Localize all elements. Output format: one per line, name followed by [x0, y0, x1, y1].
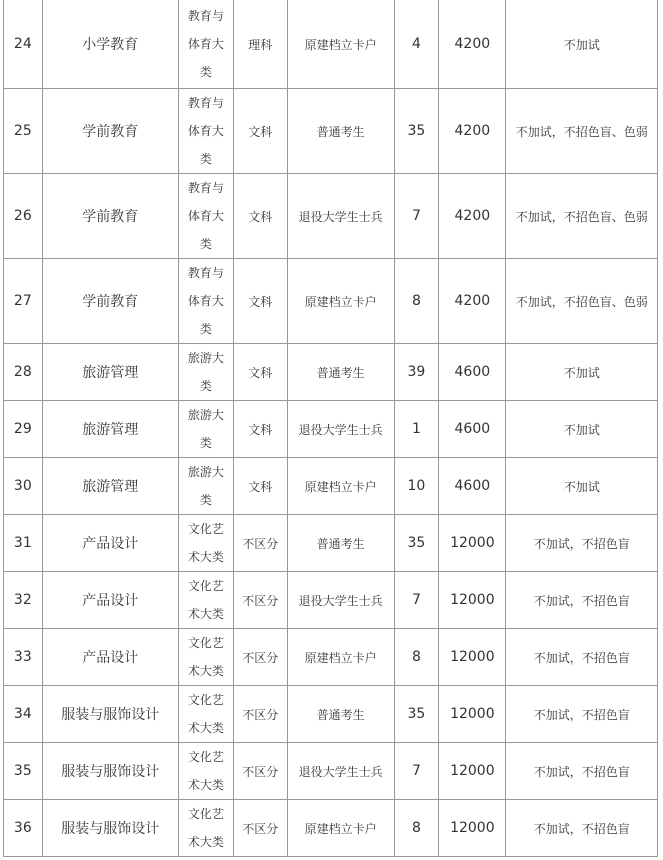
- row-number: 25: [4, 89, 43, 174]
- category-line: 术大类: [187, 778, 224, 792]
- major-category: [178, 344, 233, 401]
- table-row: [4, 743, 658, 800]
- tuition-fee: 12000: [439, 572, 506, 629]
- plan-count: 39: [394, 344, 439, 401]
- candidate-type: 退役大学生士兵: [287, 174, 394, 259]
- candidate-type: 普通考生: [287, 344, 394, 401]
- table-row: [4, 344, 658, 401]
- category-line: 文化艺: [187, 750, 224, 764]
- category-line: 体育大: [187, 294, 224, 308]
- category-line: 类: [199, 436, 212, 450]
- tuition-fee: 12000: [439, 686, 506, 743]
- enrollment-table: [3, 0, 658, 857]
- major-category: [178, 401, 233, 458]
- subject-type: 文科: [233, 401, 287, 458]
- candidate-type: 原建档立卡户: [287, 259, 394, 344]
- major-name: 学前教育: [42, 259, 178, 344]
- category-line: 文化艺: [187, 579, 224, 593]
- tuition-fee: 4600: [439, 344, 506, 401]
- remarks: 不加试，不招色盲: [506, 629, 658, 686]
- remarks: 不加试: [506, 344, 658, 401]
- category-line: 旅游大: [187, 351, 224, 365]
- category-line: 体育大: [187, 37, 224, 51]
- major-category: [178, 572, 233, 629]
- category-line: 类: [199, 152, 212, 166]
- major-name: 产品设计: [42, 515, 178, 572]
- major-name: 服装与服饰设计: [42, 743, 178, 800]
- major-name: 服装与服饰设计: [42, 686, 178, 743]
- subject-type: 不区分: [233, 572, 287, 629]
- subject-type: 文科: [233, 89, 287, 174]
- category-line: 类: [199, 237, 212, 251]
- category-line: 体育大: [187, 209, 224, 223]
- table-row: [4, 89, 658, 174]
- category-line: 旅游大: [187, 465, 224, 479]
- major-category: [178, 0, 233, 89]
- candidate-type: 原建档立卡户: [287, 0, 394, 89]
- remarks: 不加试，不招色盲、色弱: [506, 259, 658, 344]
- row-number: 35: [4, 743, 43, 800]
- row-number: 36: [4, 800, 43, 857]
- category-line: 教育与: [187, 266, 224, 280]
- tuition-fee: 4600: [439, 458, 506, 515]
- category-line: 类: [199, 379, 212, 393]
- table-row: [4, 515, 658, 572]
- remarks: 不加试: [506, 0, 658, 89]
- major-name: 产品设计: [42, 572, 178, 629]
- table-row: [4, 686, 658, 743]
- remarks: 不加试，不招色盲: [506, 515, 658, 572]
- major-category: [178, 743, 233, 800]
- candidate-type: 退役大学生士兵: [287, 572, 394, 629]
- tuition-fee: 12000: [439, 515, 506, 572]
- subject-type: 文科: [233, 174, 287, 259]
- row-number: 27: [4, 259, 43, 344]
- subject-type: 不区分: [233, 800, 287, 857]
- row-number: 32: [4, 572, 43, 629]
- table-row: [4, 0, 658, 89]
- subject-type: 不区分: [233, 686, 287, 743]
- tuition-fee: 4200: [439, 0, 506, 89]
- row-number: 24: [4, 0, 43, 89]
- tuition-fee: 4600: [439, 401, 506, 458]
- table-row: [4, 629, 658, 686]
- category-line: 教育与: [187, 9, 224, 23]
- remarks: 不加试，不招色盲: [506, 800, 658, 857]
- row-number: 31: [4, 515, 43, 572]
- tuition-fee: 4200: [439, 259, 506, 344]
- category-line: 类: [199, 322, 212, 336]
- major-name: 学前教育: [42, 89, 178, 174]
- subject-type: 不区分: [233, 629, 287, 686]
- tuition-fee: 12000: [439, 743, 506, 800]
- category-line: 术大类: [187, 550, 224, 564]
- table-row: [4, 401, 658, 458]
- remarks: 不加试，不招色盲: [506, 572, 658, 629]
- plan-count: 8: [394, 800, 439, 857]
- table-body: [4, 0, 658, 857]
- remarks: 不加试，不招色盲、色弱: [506, 89, 658, 174]
- remarks: 不加试，不招色盲、色弱: [506, 174, 658, 259]
- major-category: [178, 458, 233, 515]
- row-number: 30: [4, 458, 43, 515]
- remarks: 不加试，不招色盲: [506, 743, 658, 800]
- row-number: 33: [4, 629, 43, 686]
- subject-type: 文科: [233, 259, 287, 344]
- category-line: 教育与: [187, 181, 224, 195]
- plan-count: 1: [394, 401, 439, 458]
- category-line: 文化艺: [187, 807, 224, 821]
- major-category: [178, 259, 233, 344]
- major-category: [178, 800, 233, 857]
- category-line: 旅游大: [187, 408, 224, 422]
- major-name: 旅游管理: [42, 458, 178, 515]
- major-name: 旅游管理: [42, 401, 178, 458]
- candidate-type: 普通考生: [287, 89, 394, 174]
- category-line: 文化艺: [187, 693, 224, 707]
- row-number: 26: [4, 174, 43, 259]
- subject-type: 文科: [233, 344, 287, 401]
- major-category: [178, 174, 233, 259]
- row-number: 34: [4, 686, 43, 743]
- tuition-fee: 12000: [439, 629, 506, 686]
- category-line: 文化艺: [187, 522, 224, 536]
- remarks: 不加试，不招色盲: [506, 686, 658, 743]
- plan-count: 7: [394, 174, 439, 259]
- category-line: 教育与: [187, 96, 224, 110]
- major-category: [178, 515, 233, 572]
- plan-count: 7: [394, 572, 439, 629]
- subject-type: 不区分: [233, 515, 287, 572]
- tuition-fee: 4200: [439, 174, 506, 259]
- subject-type: 理科: [233, 0, 287, 89]
- remarks: 不加试: [506, 458, 658, 515]
- row-number: 28: [4, 344, 43, 401]
- major-name: 学前教育: [42, 174, 178, 259]
- table-row: [4, 572, 658, 629]
- table-row: [4, 458, 658, 515]
- tuition-fee: 12000: [439, 800, 506, 857]
- major-category: [178, 89, 233, 174]
- plan-count: 8: [394, 259, 439, 344]
- candidate-type: 普通考生: [287, 686, 394, 743]
- category-line: 术大类: [187, 607, 224, 621]
- plan-count: 4: [394, 0, 439, 89]
- tuition-fee: 4200: [439, 89, 506, 174]
- plan-count: 7: [394, 743, 439, 800]
- major-category: [178, 629, 233, 686]
- major-name: 小学教育: [42, 0, 178, 89]
- candidate-type: 原建档立卡户: [287, 629, 394, 686]
- subject-type: 文科: [233, 458, 287, 515]
- plan-count: 35: [394, 515, 439, 572]
- plan-count: 8: [394, 629, 439, 686]
- category-line: 类: [199, 65, 212, 79]
- remarks: 不加试: [506, 401, 658, 458]
- row-number: 29: [4, 401, 43, 458]
- plan-count: 10: [394, 458, 439, 515]
- candidate-type: 退役大学生士兵: [287, 401, 394, 458]
- subject-type: 不区分: [233, 743, 287, 800]
- category-line: 术大类: [187, 835, 224, 849]
- table-row: [4, 174, 658, 259]
- candidate-type: 退役大学生士兵: [287, 743, 394, 800]
- major-name: 旅游管理: [42, 344, 178, 401]
- plan-count: 35: [394, 89, 439, 174]
- category-line: 术大类: [187, 721, 224, 735]
- category-line: 术大类: [187, 664, 224, 678]
- category-line: 体育大: [187, 124, 224, 138]
- candidate-type: 普通考生: [287, 515, 394, 572]
- major-name: 产品设计: [42, 629, 178, 686]
- candidate-type: 原建档立卡户: [287, 800, 394, 857]
- major-category: [178, 686, 233, 743]
- category-line: 文化艺: [187, 636, 224, 650]
- table-row: [4, 800, 658, 857]
- major-name: 服装与服饰设计: [42, 800, 178, 857]
- table-row: [4, 259, 658, 344]
- category-line: 类: [199, 493, 212, 507]
- candidate-type: 原建档立卡户: [287, 458, 394, 515]
- plan-count: 35: [394, 686, 439, 743]
